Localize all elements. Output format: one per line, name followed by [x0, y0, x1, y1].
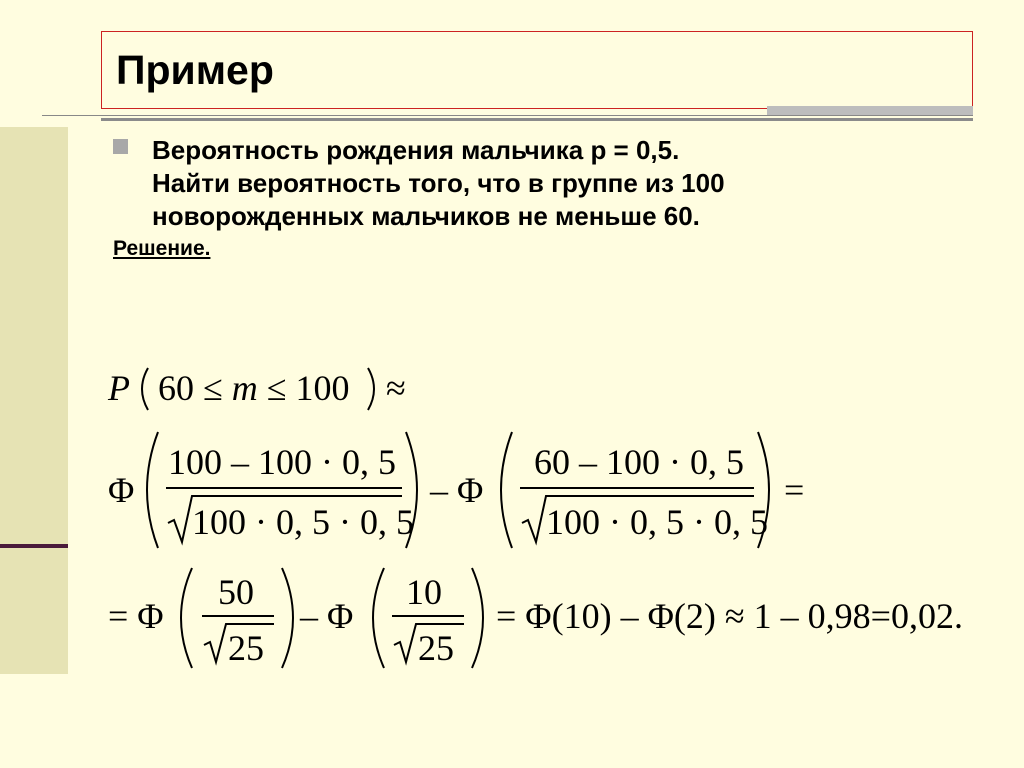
- fraction-denominator: 25: [418, 628, 454, 668]
- paren-right: [472, 568, 483, 668]
- paren-left: [147, 432, 158, 548]
- paren-left: [373, 568, 384, 668]
- minus-phi: – Φ: [300, 596, 354, 636]
- prob-symbol: P: [108, 368, 130, 408]
- equals-phi: = Φ: [108, 596, 164, 636]
- solution-label: Решение.: [113, 237, 211, 260]
- fraction-numerator: 10: [406, 572, 442, 612]
- final-result: = Φ(10) – Φ(2) ≈ 1 – 0,98=0,02.: [496, 596, 963, 636]
- fraction-denominator: 100 · 0, 5 · 0, 5: [546, 502, 768, 542]
- fraction-numerator: 60 – 100 · 0, 5: [534, 442, 744, 482]
- equals-sign: =: [784, 470, 805, 510]
- paren-left: [181, 568, 192, 668]
- phi-symbol: Φ: [108, 470, 135, 510]
- paren-right: [368, 368, 374, 410]
- problem-line: новорожденных мальчиков не меньше 60.: [152, 201, 700, 231]
- fraction-numerator: 100 – 100 · 0, 5: [168, 442, 396, 482]
- problem-line: Найти вероятность того, что в группе из 100: [152, 168, 725, 198]
- fraction-denominator: 100 · 0, 5 · 0, 5: [192, 502, 414, 542]
- slide-title: Пример: [116, 47, 274, 93]
- paren-right: [282, 568, 293, 668]
- fraction-denominator: 25: [228, 628, 264, 668]
- approx-sign: ≈: [386, 368, 406, 408]
- inequality-left: 60 ≤ m ≤ 100: [158, 368, 350, 408]
- minus-phi: – Φ: [430, 470, 484, 510]
- paren-left: [501, 432, 512, 548]
- problem-line: Вероятность рождения мальчика p = 0,5.: [152, 135, 680, 165]
- paren-left: [142, 368, 148, 410]
- fraction-numerator: 50: [218, 572, 254, 612]
